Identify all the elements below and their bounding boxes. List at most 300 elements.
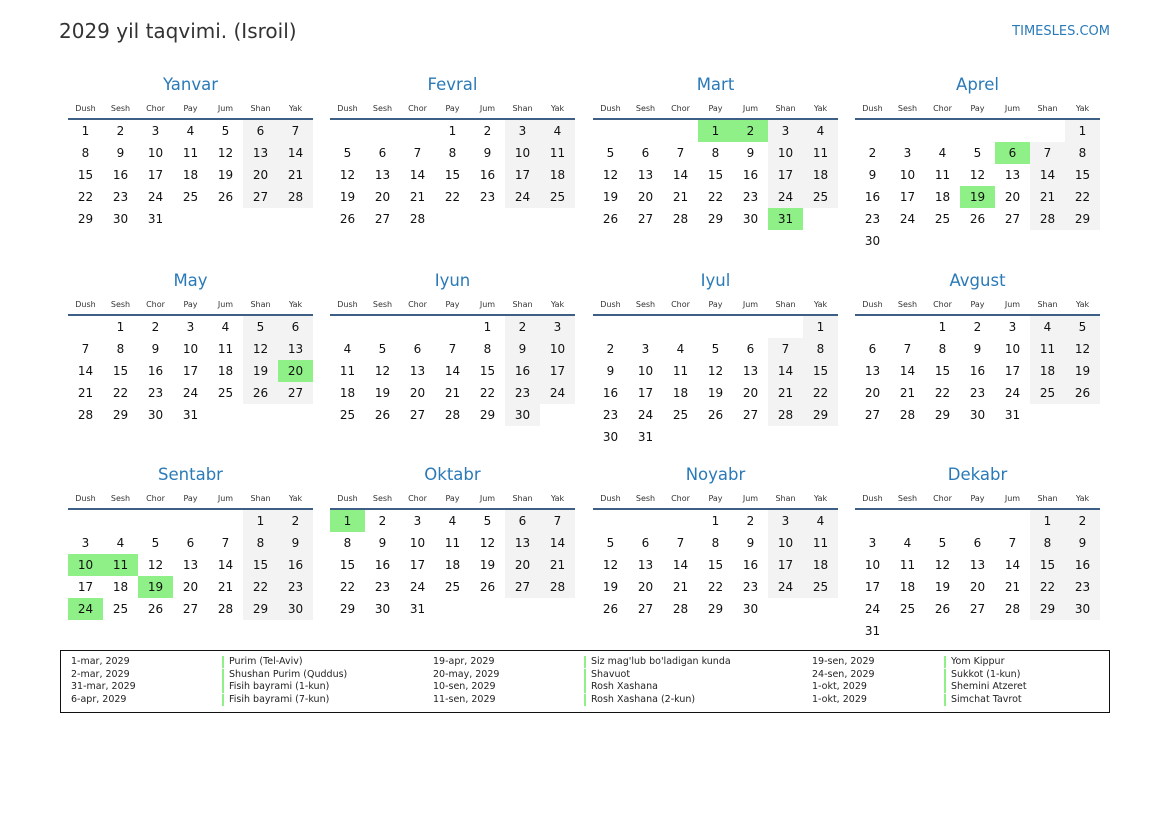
day-cell[interactable]: 8 xyxy=(1078,146,1087,160)
day-cell[interactable]: 19 xyxy=(602,190,619,204)
day-cell[interactable]: 13 xyxy=(637,558,654,572)
day-cell[interactable]: 6 xyxy=(868,342,877,356)
day-cell[interactable]: 19 xyxy=(602,580,619,594)
day-cell[interactable]: 9 xyxy=(518,342,527,356)
day-cell[interactable]: 20 xyxy=(514,558,531,572)
day-cell[interactable]: 23 xyxy=(742,190,759,204)
day-cell[interactable]: 24 xyxy=(637,408,654,422)
holiday-day-cell[interactable]: 31 xyxy=(768,208,803,230)
day-cell[interactable]: 30 xyxy=(147,408,164,422)
day-cell[interactable]: 21 xyxy=(899,386,916,400)
day-cell[interactable]: 9 xyxy=(868,168,877,182)
day-cell[interactable]: 21 xyxy=(777,386,794,400)
day-cell[interactable]: 12 xyxy=(934,558,951,572)
day-cell[interactable]: 8 xyxy=(483,342,492,356)
day-cell[interactable]: 24 xyxy=(777,580,794,594)
day-cell[interactable]: 1 xyxy=(81,124,90,138)
day-cell[interactable]: 21 xyxy=(77,386,94,400)
day-cell[interactable]: 27 xyxy=(864,408,881,422)
day-cell[interactable]: 7 xyxy=(781,342,790,356)
day-cell[interactable]: 22 xyxy=(1039,580,1056,594)
day-cell[interactable]: 11 xyxy=(672,364,689,378)
day-cell[interactable]: 27 xyxy=(252,190,269,204)
day-cell[interactable]: 5 xyxy=(483,514,492,528)
day-cell[interactable]: 15 xyxy=(112,364,129,378)
day-cell[interactable]: 13 xyxy=(864,364,881,378)
day-cell[interactable]: 19 xyxy=(252,364,269,378)
day-cell[interactable]: 29 xyxy=(479,408,496,422)
day-cell[interactable]: 5 xyxy=(151,536,160,550)
day-cell[interactable]: 12 xyxy=(374,364,391,378)
day-cell[interactable]: 2 xyxy=(1078,514,1087,528)
day-cell[interactable]: 26 xyxy=(252,386,269,400)
day-cell[interactable]: 17 xyxy=(864,580,881,594)
day-cell[interactable]: 7 xyxy=(413,146,422,160)
day-cell[interactable]: 5 xyxy=(221,124,230,138)
day-cell[interactable]: 22 xyxy=(339,580,356,594)
day-cell[interactable]: 15 xyxy=(707,168,724,182)
day-cell[interactable]: 19 xyxy=(479,558,496,572)
day-cell[interactable]: 18 xyxy=(549,168,566,182)
day-cell[interactable]: 16 xyxy=(514,364,531,378)
day-cell[interactable]: 23 xyxy=(969,386,986,400)
day-cell[interactable]: 1 xyxy=(483,320,492,334)
day-cell[interactable]: 29 xyxy=(112,408,129,422)
day-cell[interactable]: 20 xyxy=(637,580,654,594)
day-cell[interactable]: 14 xyxy=(1039,168,1056,182)
day-cell[interactable]: 21 xyxy=(217,580,234,594)
day-cell[interactable]: 6 xyxy=(378,146,387,160)
day-cell[interactable]: 10 xyxy=(514,146,531,160)
day-cell[interactable]: 29 xyxy=(707,212,724,226)
day-cell[interactable]: 20 xyxy=(182,580,199,594)
day-cell[interactable]: 6 xyxy=(518,514,527,528)
day-cell[interactable]: 29 xyxy=(934,408,951,422)
day-cell[interactable]: 5 xyxy=(378,342,387,356)
day-cell[interactable]: 22 xyxy=(707,580,724,594)
day-cell[interactable]: 29 xyxy=(339,602,356,616)
day-cell[interactable]: 24 xyxy=(864,602,881,616)
day-cell[interactable]: 16 xyxy=(602,386,619,400)
holiday-day-cell[interactable]: 10 xyxy=(68,554,103,576)
day-cell[interactable]: 24 xyxy=(409,580,426,594)
day-cell[interactable]: 19 xyxy=(934,580,951,594)
day-cell[interactable]: 30 xyxy=(969,408,986,422)
day-cell[interactable]: 10 xyxy=(899,168,916,182)
day-cell[interactable]: 19 xyxy=(1074,364,1091,378)
day-cell[interactable]: 28 xyxy=(672,212,689,226)
day-cell[interactable]: 26 xyxy=(374,408,391,422)
day-cell[interactable]: 23 xyxy=(287,580,304,594)
day-cell[interactable]: 17 xyxy=(409,558,426,572)
day-cell[interactable]: 15 xyxy=(934,364,951,378)
day-cell[interactable]: 13 xyxy=(1004,168,1021,182)
day-cell[interactable]: 26 xyxy=(602,602,619,616)
day-cell[interactable]: 3 xyxy=(868,536,877,550)
day-cell[interactable]: 2 xyxy=(291,514,300,528)
day-cell[interactable]: 1 xyxy=(938,320,947,334)
day-cell[interactable]: 14 xyxy=(1004,558,1021,572)
day-cell[interactable]: 16 xyxy=(1074,558,1091,572)
day-cell[interactable]: 10 xyxy=(777,146,794,160)
day-cell[interactable]: 12 xyxy=(479,536,496,550)
day-cell[interactable]: 9 xyxy=(378,536,387,550)
day-cell[interactable]: 26 xyxy=(934,602,951,616)
day-cell[interactable]: 11 xyxy=(812,146,829,160)
day-cell[interactable]: 16 xyxy=(374,558,391,572)
day-cell[interactable]: 21 xyxy=(1039,190,1056,204)
day-cell[interactable]: 4 xyxy=(343,342,352,356)
day-cell[interactable]: 11 xyxy=(1039,342,1056,356)
day-cell[interactable]: 28 xyxy=(1039,212,1056,226)
day-cell[interactable]: 18 xyxy=(339,386,356,400)
day-cell[interactable]: 13 xyxy=(182,558,199,572)
day-cell[interactable]: 22 xyxy=(444,190,461,204)
day-cell[interactable]: 9 xyxy=(606,364,615,378)
day-cell[interactable]: 14 xyxy=(409,168,426,182)
day-cell[interactable]: 17 xyxy=(637,386,654,400)
day-cell[interactable]: 21 xyxy=(1004,580,1021,594)
day-cell[interactable]: 3 xyxy=(186,320,195,334)
day-cell[interactable]: 7 xyxy=(676,536,685,550)
day-cell[interactable]: 4 xyxy=(816,124,825,138)
day-cell[interactable]: 15 xyxy=(479,364,496,378)
day-cell[interactable]: 16 xyxy=(112,168,129,182)
day-cell[interactable]: 11 xyxy=(339,364,356,378)
day-cell[interactable]: 23 xyxy=(147,386,164,400)
day-cell[interactable]: 10 xyxy=(864,558,881,572)
day-cell[interactable]: 18 xyxy=(672,386,689,400)
day-cell[interactable]: 30 xyxy=(742,212,759,226)
day-cell[interactable]: 21 xyxy=(444,386,461,400)
day-cell[interactable]: 22 xyxy=(812,386,829,400)
day-cell[interactable]: 15 xyxy=(812,364,829,378)
day-cell[interactable]: 29 xyxy=(707,602,724,616)
day-cell[interactable]: 9 xyxy=(1078,536,1087,550)
day-cell[interactable]: 13 xyxy=(287,342,304,356)
day-cell[interactable]: 9 xyxy=(151,342,160,356)
day-cell[interactable]: 15 xyxy=(1074,168,1091,182)
day-cell[interactable]: 26 xyxy=(479,580,496,594)
day-cell[interactable]: 12 xyxy=(252,342,269,356)
day-cell[interactable]: 6 xyxy=(641,146,650,160)
day-cell[interactable]: 17 xyxy=(549,364,566,378)
day-cell[interactable]: 22 xyxy=(252,580,269,594)
day-cell[interactable]: 9 xyxy=(973,342,982,356)
day-cell[interactable]: 16 xyxy=(147,364,164,378)
day-cell[interactable]: 2 xyxy=(606,342,615,356)
day-cell[interactable]: 3 xyxy=(781,124,790,138)
day-cell[interactable]: 29 xyxy=(252,602,269,616)
day-cell[interactable]: 9 xyxy=(746,146,755,160)
day-cell[interactable]: 10 xyxy=(1004,342,1021,356)
day-cell[interactable]: 25 xyxy=(182,190,199,204)
day-cell[interactable]: 5 xyxy=(938,536,947,550)
day-cell[interactable]: 7 xyxy=(221,536,230,550)
day-cell[interactable]: 30 xyxy=(864,234,881,248)
day-cell[interactable]: 3 xyxy=(553,320,562,334)
day-cell[interactable]: 22 xyxy=(479,386,496,400)
day-cell[interactable]: 7 xyxy=(448,342,457,356)
day-cell[interactable]: 9 xyxy=(483,146,492,160)
day-cell[interactable]: 14 xyxy=(549,536,566,550)
day-cell[interactable]: 3 xyxy=(641,342,650,356)
day-cell[interactable]: 1 xyxy=(1078,124,1087,138)
day-cell[interactable]: 19 xyxy=(707,386,724,400)
day-cell[interactable]: 24 xyxy=(549,386,566,400)
day-cell[interactable]: 7 xyxy=(903,342,912,356)
day-cell[interactable]: 27 xyxy=(742,408,759,422)
day-cell[interactable]: 26 xyxy=(339,212,356,226)
day-cell[interactable]: 16 xyxy=(969,364,986,378)
day-cell[interactable]: 23 xyxy=(602,408,619,422)
day-cell[interactable]: 7 xyxy=(291,124,300,138)
day-cell[interactable]: 22 xyxy=(934,386,951,400)
day-cell[interactable]: 2 xyxy=(116,124,125,138)
day-cell[interactable]: 27 xyxy=(514,580,531,594)
day-cell[interactable]: 25 xyxy=(549,190,566,204)
holiday-day-cell[interactable]: 1 xyxy=(330,510,365,532)
day-cell[interactable]: 21 xyxy=(287,168,304,182)
day-cell[interactable]: 4 xyxy=(938,146,947,160)
day-cell[interactable]: 30 xyxy=(1074,602,1091,616)
day-cell[interactable]: 18 xyxy=(182,168,199,182)
day-cell[interactable]: 4 xyxy=(1043,320,1052,334)
day-cell[interactable]: 27 xyxy=(374,212,391,226)
day-cell[interactable]: 6 xyxy=(256,124,265,138)
day-cell[interactable]: 5 xyxy=(1078,320,1087,334)
day-cell[interactable]: 23 xyxy=(514,386,531,400)
day-cell[interactable]: 31 xyxy=(637,430,654,444)
day-cell[interactable]: 2 xyxy=(518,320,527,334)
day-cell[interactable]: 6 xyxy=(641,536,650,550)
holiday-day-cell[interactable]: 19 xyxy=(138,576,173,598)
day-cell[interactable]: 20 xyxy=(374,190,391,204)
day-cell[interactable]: 1 xyxy=(1043,514,1052,528)
day-cell[interactable]: 25 xyxy=(339,408,356,422)
day-cell[interactable]: 2 xyxy=(151,320,160,334)
day-cell[interactable]: 27 xyxy=(1004,212,1021,226)
day-cell[interactable]: 22 xyxy=(77,190,94,204)
day-cell[interactable]: 16 xyxy=(479,168,496,182)
day-cell[interactable]: 30 xyxy=(287,602,304,616)
day-cell[interactable]: 16 xyxy=(742,558,759,572)
day-cell[interactable]: 18 xyxy=(812,168,829,182)
day-cell[interactable]: 30 xyxy=(374,602,391,616)
day-cell[interactable]: 24 xyxy=(777,190,794,204)
day-cell[interactable]: 9 xyxy=(291,536,300,550)
day-cell[interactable]: 6 xyxy=(186,536,195,550)
day-cell[interactable]: 28 xyxy=(217,602,234,616)
day-cell[interactable]: 2 xyxy=(483,124,492,138)
day-cell[interactable]: 5 xyxy=(256,320,265,334)
day-cell[interactable]: 4 xyxy=(903,536,912,550)
day-cell[interactable]: 20 xyxy=(409,386,426,400)
day-cell[interactable]: 16 xyxy=(742,168,759,182)
day-cell[interactable]: 15 xyxy=(444,168,461,182)
day-cell[interactable]: 26 xyxy=(969,212,986,226)
day-cell[interactable]: 10 xyxy=(147,146,164,160)
day-cell[interactable]: 25 xyxy=(444,580,461,594)
day-cell[interactable]: 8 xyxy=(816,342,825,356)
day-cell[interactable]: 5 xyxy=(606,536,615,550)
day-cell[interactable]: 14 xyxy=(777,364,794,378)
holiday-day-cell[interactable]: 24 xyxy=(68,598,103,620)
day-cell[interactable]: 12 xyxy=(707,364,724,378)
day-cell[interactable]: 19 xyxy=(339,190,356,204)
day-cell[interactable]: 30 xyxy=(602,430,619,444)
day-cell[interactable]: 16 xyxy=(864,190,881,204)
day-cell[interactable]: 21 xyxy=(409,190,426,204)
day-cell[interactable]: 18 xyxy=(899,580,916,594)
day-cell[interactable]: 2 xyxy=(868,146,877,160)
day-cell[interactable]: 11 xyxy=(549,146,566,160)
day-cell[interactable]: 31 xyxy=(864,624,881,638)
day-cell[interactable]: 12 xyxy=(147,558,164,572)
day-cell[interactable]: 1 xyxy=(448,124,457,138)
day-cell[interactable]: 11 xyxy=(444,536,461,550)
day-cell[interactable]: 12 xyxy=(602,558,619,572)
day-cell[interactable]: 24 xyxy=(182,386,199,400)
day-cell[interactable]: 6 xyxy=(291,320,300,334)
day-cell[interactable]: 16 xyxy=(287,558,304,572)
day-cell[interactable]: 8 xyxy=(1043,536,1052,550)
day-cell[interactable]: 31 xyxy=(182,408,199,422)
day-cell[interactable]: 6 xyxy=(413,342,422,356)
day-cell[interactable]: 8 xyxy=(116,342,125,356)
day-cell[interactable]: 10 xyxy=(637,364,654,378)
day-cell[interactable]: 3 xyxy=(903,146,912,160)
day-cell[interactable]: 28 xyxy=(549,580,566,594)
day-cell[interactable]: 13 xyxy=(637,168,654,182)
day-cell[interactable]: 11 xyxy=(182,146,199,160)
day-cell[interactable]: 19 xyxy=(374,386,391,400)
day-cell[interactable]: 8 xyxy=(256,536,265,550)
day-cell[interactable]: 17 xyxy=(777,168,794,182)
day-cell[interactable]: 23 xyxy=(1074,580,1091,594)
day-cell[interactable]: 22 xyxy=(1074,190,1091,204)
day-cell[interactable]: 18 xyxy=(444,558,461,572)
day-cell[interactable]: 29 xyxy=(1074,212,1091,226)
day-cell[interactable]: 31 xyxy=(147,212,164,226)
day-cell[interactable]: 26 xyxy=(147,602,164,616)
day-cell[interactable]: 30 xyxy=(112,212,129,226)
day-cell[interactable]: 30 xyxy=(742,602,759,616)
day-cell[interactable]: 12 xyxy=(602,168,619,182)
day-cell[interactable]: 25 xyxy=(934,212,951,226)
day-cell[interactable]: 15 xyxy=(707,558,724,572)
day-cell[interactable]: 28 xyxy=(409,212,426,226)
day-cell[interactable]: 30 xyxy=(514,408,531,422)
day-cell[interactable]: 26 xyxy=(1074,386,1091,400)
day-cell[interactable]: 25 xyxy=(672,408,689,422)
day-cell[interactable]: 15 xyxy=(77,168,94,182)
day-cell[interactable]: 26 xyxy=(217,190,234,204)
day-cell[interactable]: 13 xyxy=(252,146,269,160)
day-cell[interactable]: 1 xyxy=(256,514,265,528)
day-cell[interactable]: 13 xyxy=(374,168,391,182)
day-cell[interactable]: 10 xyxy=(182,342,199,356)
day-cell[interactable]: 11 xyxy=(934,168,951,182)
day-cell[interactable]: 13 xyxy=(969,558,986,572)
day-cell[interactable]: 23 xyxy=(374,580,391,594)
day-cell[interactable]: 12 xyxy=(217,146,234,160)
day-cell[interactable]: 11 xyxy=(812,536,829,550)
day-cell[interactable]: 9 xyxy=(116,146,125,160)
day-cell[interactable]: 3 xyxy=(518,124,527,138)
day-cell[interactable]: 29 xyxy=(1039,602,1056,616)
day-cell[interactable]: 25 xyxy=(112,602,129,616)
day-cell[interactable]: 14 xyxy=(899,364,916,378)
day-cell[interactable]: 17 xyxy=(899,190,916,204)
day-cell[interactable]: 28 xyxy=(899,408,916,422)
day-cell[interactable]: 27 xyxy=(969,602,986,616)
day-cell[interactable]: 12 xyxy=(339,168,356,182)
day-cell[interactable]: 3 xyxy=(413,514,422,528)
holiday-day-cell[interactable]: 11 xyxy=(103,554,138,576)
holiday-day-cell[interactable]: 19 xyxy=(960,186,995,208)
day-cell[interactable]: 9 xyxy=(746,536,755,550)
day-cell[interactable]: 29 xyxy=(77,212,94,226)
day-cell[interactable]: 5 xyxy=(606,146,615,160)
day-cell[interactable]: 15 xyxy=(252,558,269,572)
day-cell[interactable]: 7 xyxy=(1008,536,1017,550)
day-cell[interactable]: 24 xyxy=(899,212,916,226)
day-cell[interactable]: 13 xyxy=(514,536,531,550)
day-cell[interactable]: 23 xyxy=(742,580,759,594)
day-cell[interactable]: 4 xyxy=(448,514,457,528)
day-cell[interactable]: 17 xyxy=(182,364,199,378)
day-cell[interactable]: 21 xyxy=(672,580,689,594)
day-cell[interactable]: 14 xyxy=(77,364,94,378)
day-cell[interactable]: 31 xyxy=(409,602,426,616)
day-cell[interactable]: 4 xyxy=(676,342,685,356)
day-cell[interactable]: 25 xyxy=(217,386,234,400)
day-cell[interactable]: 7 xyxy=(1043,146,1052,160)
day-cell[interactable]: 8 xyxy=(711,146,720,160)
day-cell[interactable]: 1 xyxy=(816,320,825,334)
holiday-day-cell[interactable]: 1 xyxy=(698,120,733,142)
day-cell[interactable]: 6 xyxy=(973,536,982,550)
day-cell[interactable]: 1 xyxy=(116,320,125,334)
day-cell[interactable]: 17 xyxy=(777,558,794,572)
day-cell[interactable]: 2 xyxy=(746,514,755,528)
day-cell[interactable]: 31 xyxy=(1004,408,1021,422)
day-cell[interactable]: 11 xyxy=(899,558,916,572)
day-cell[interactable]: 17 xyxy=(1004,364,1021,378)
day-cell[interactable]: 27 xyxy=(637,602,654,616)
day-cell[interactable]: 5 xyxy=(343,146,352,160)
site-link[interactable]: TIMESLES.COM xyxy=(1012,24,1110,39)
day-cell[interactable]: 17 xyxy=(77,580,94,594)
day-cell[interactable]: 18 xyxy=(812,558,829,572)
day-cell[interactable]: 3 xyxy=(781,514,790,528)
day-cell[interactable]: 15 xyxy=(1039,558,1056,572)
day-cell[interactable]: 13 xyxy=(409,364,426,378)
day-cell[interactable]: 27 xyxy=(637,212,654,226)
day-cell[interactable]: 21 xyxy=(549,558,566,572)
day-cell[interactable]: 10 xyxy=(409,536,426,550)
day-cell[interactable]: 20 xyxy=(637,190,654,204)
day-cell[interactable]: 25 xyxy=(812,580,829,594)
day-cell[interactable]: 24 xyxy=(1004,386,1021,400)
day-cell[interactable]: 1 xyxy=(711,514,720,528)
day-cell[interactable]: 8 xyxy=(938,342,947,356)
day-cell[interactable]: 28 xyxy=(777,408,794,422)
day-cell[interactable]: 18 xyxy=(112,580,129,594)
day-cell[interactable]: 24 xyxy=(514,190,531,204)
day-cell[interactable]: 14 xyxy=(672,558,689,572)
